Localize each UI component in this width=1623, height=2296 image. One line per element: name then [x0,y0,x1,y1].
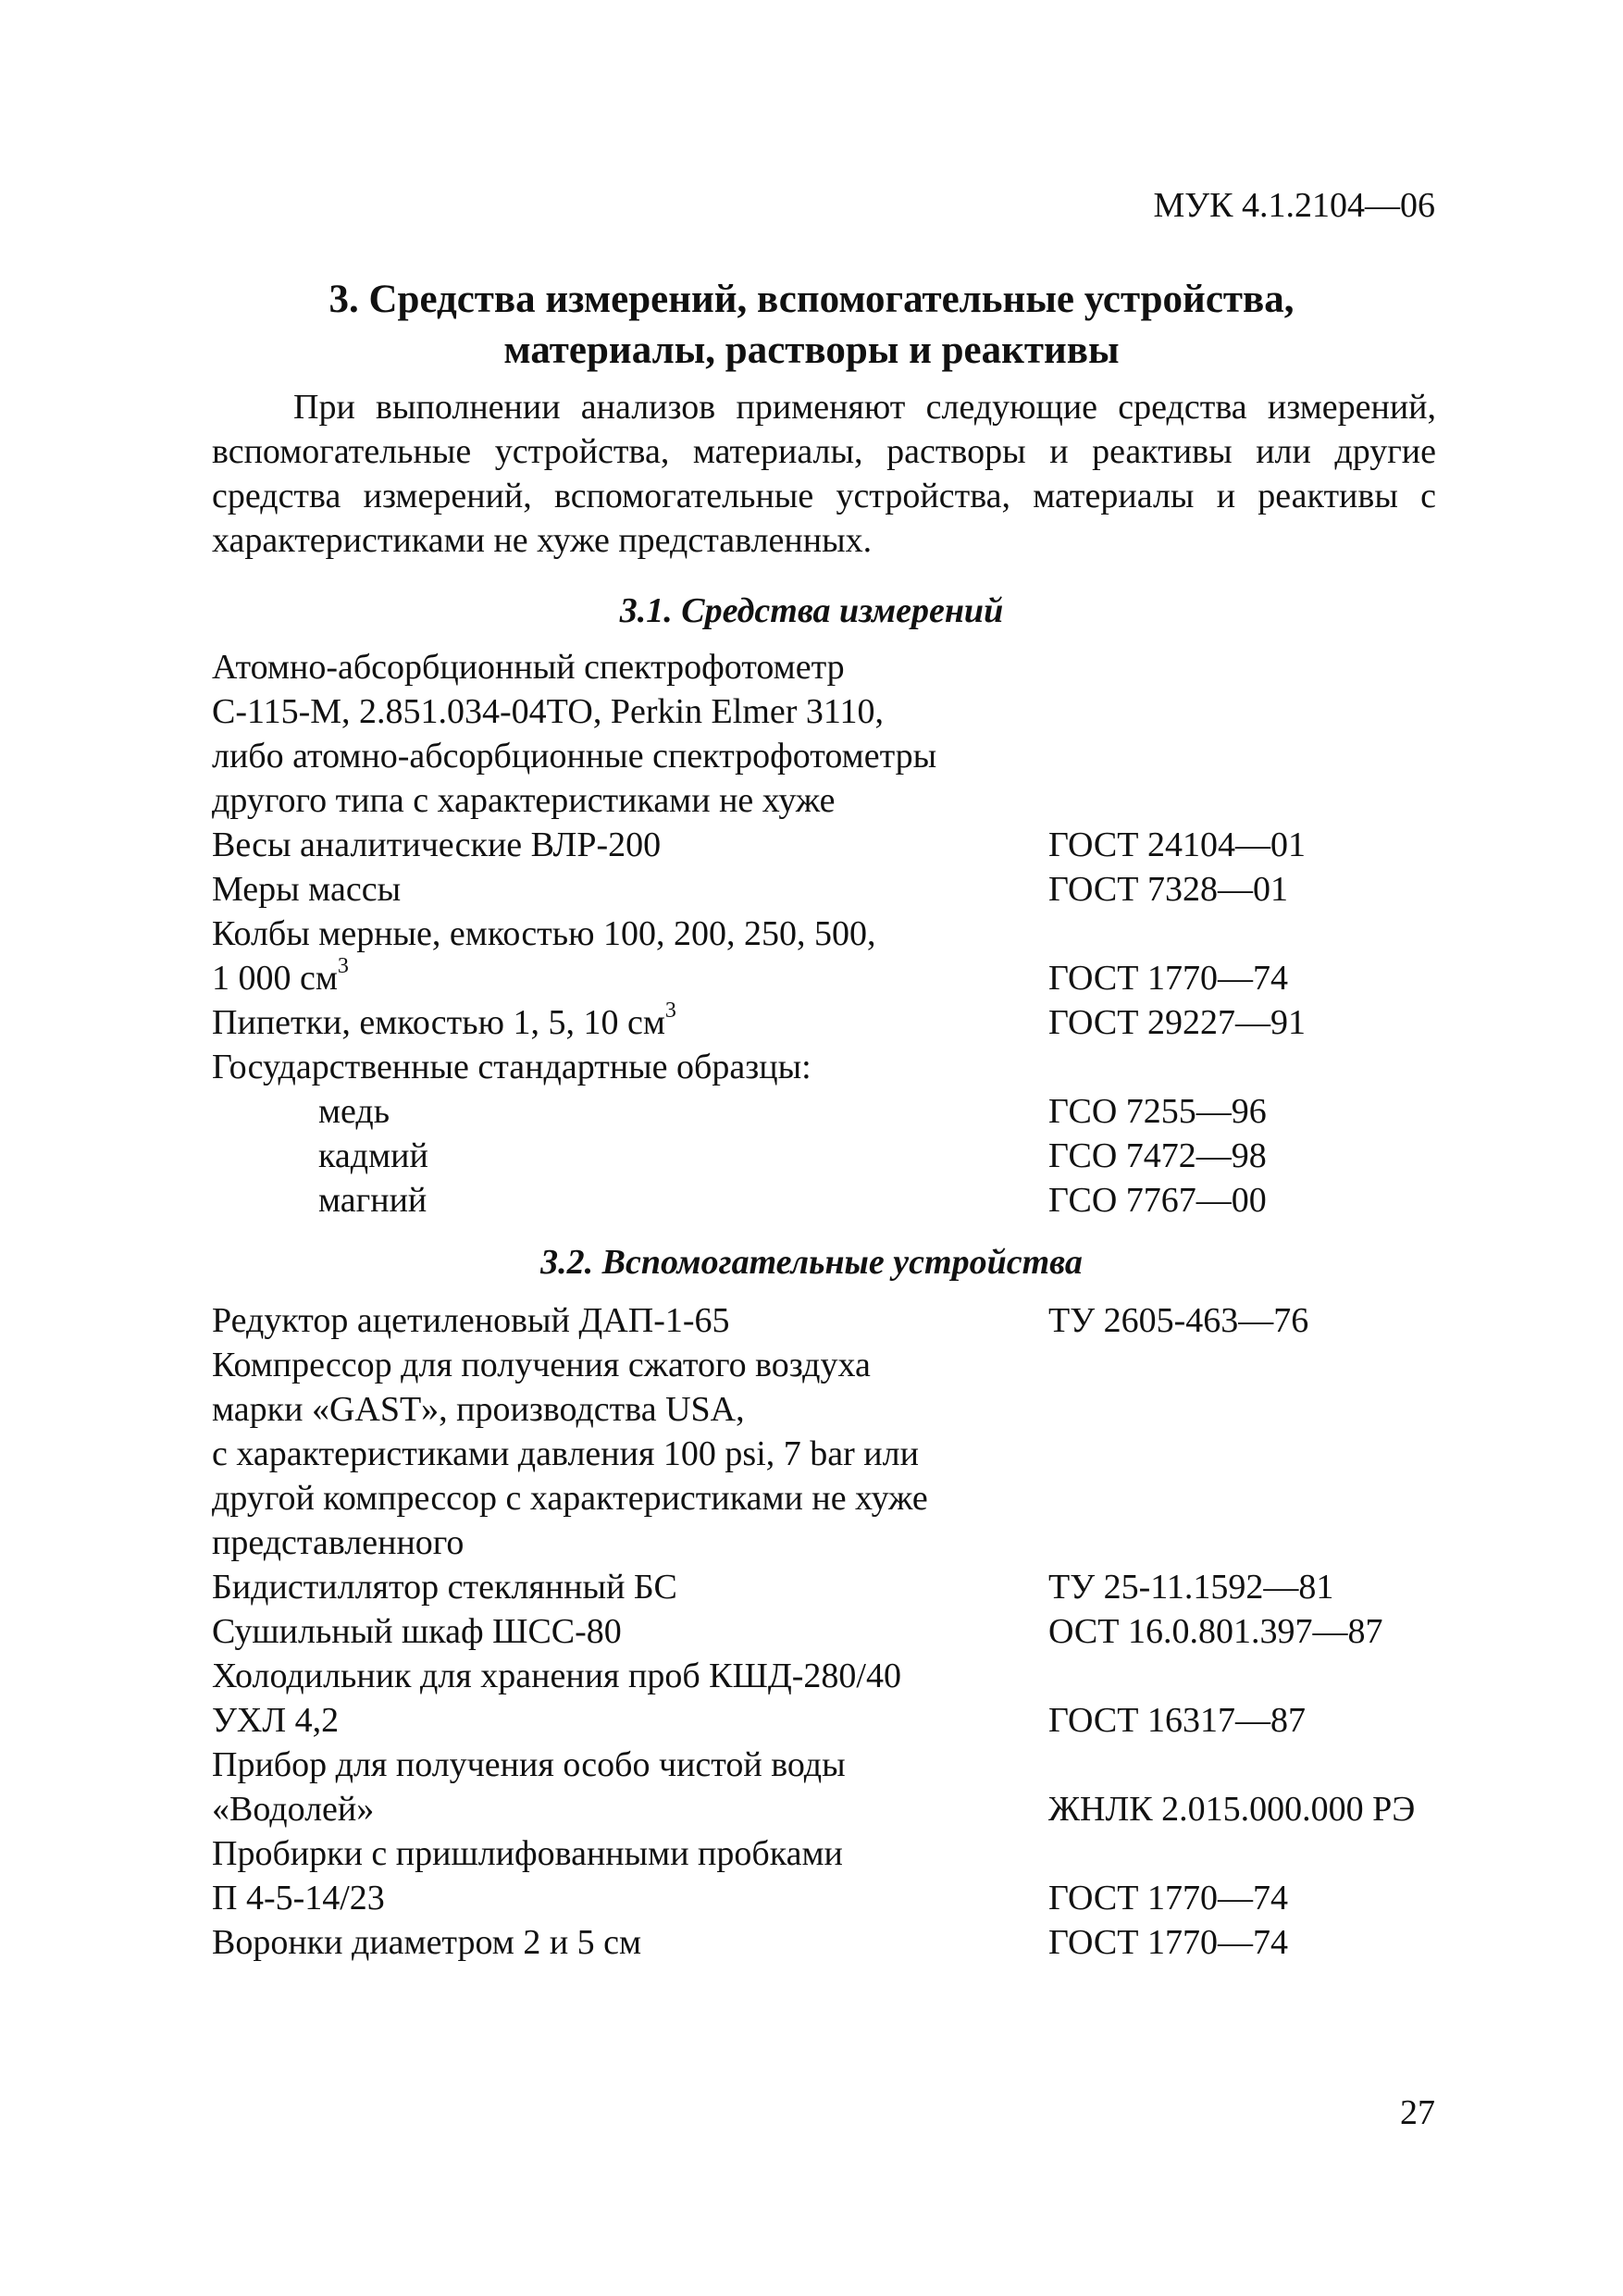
intro-paragraph [212,385,1436,563]
item-standard: ГОСТ 1770—74 [1048,1923,1288,1962]
item-name: Компрессор для получения сжатого воздуха [212,1346,871,1384]
item-standard: ГСО 7472—98 [1048,1136,1267,1175]
item-name: с характеристиками давления 100 psi, 7 bar или [212,1434,919,1473]
item-name: кадмий [318,1136,428,1175]
intro-text: При выполнении анализов применяют следующие средства измерений, вспомогательные устройства, материалы, растворы и реактивы или другие средства измерений, вспомогательные устройства, материалы и реактивы с характеристиками не хуже представленных. [212,388,1436,560]
item-name: Меры массы [212,870,402,909]
item-name: УХЛ 4,2 [212,1701,340,1740]
item-standard: ГОСТ 16317—87 [1048,1701,1306,1740]
item-name: Бидистиллятор стеклянный БС [212,1568,677,1607]
item-name: Сушильный шкаф ШСС-80 [212,1612,622,1651]
page-number: 27 [1400,2093,1435,2132]
unit-superscript: 3 [337,954,349,979]
item-name: Пипетки, емкостью 1, 5, 10 см [212,1003,665,1042]
item-name: магний [318,1181,427,1220]
item-name: Государственные стандартные образцы: [212,1048,812,1086]
section-title [0,274,1623,376]
item-name: другой компрессор с характеристиками не хуже [212,1479,928,1518]
item-name: «Водолей» [212,1790,375,1829]
item-standard: ГОСТ 1770—74 [1048,1879,1288,1917]
item-name: 1 000 см [212,959,338,998]
item-name: Холодильник для хранения проб КШД-280/40 [212,1657,901,1695]
item-name: медь [318,1092,390,1131]
item-name: либо атомно-абсорбционные спектрофотометры [212,737,937,776]
item-name: Прибор для получения особо чистой воды [212,1745,846,1784]
item-name: другого типа с характеристиками не хуже [212,781,836,820]
item-standard: ТУ 2605-463—76 [1048,1301,1309,1340]
item-name: Атомно-абсорбционный спектрофотометр [212,648,845,687]
item-name: Весы аналитические ВЛР-200 [212,825,662,864]
item-name: Редуктор ацетиленовый ДАП-1-65 [212,1301,730,1340]
item-standard: ГОСТ 24104—01 [1048,825,1306,864]
item-name-with-unit [212,956,349,1000]
section-title-line-2: материалы, растворы и реактивы [503,329,1120,372]
section-title-line-1: 3. Средства измерений, вспомогательные устройства, [328,278,1295,321]
item-standard: ТУ 25-11.1592—81 [1048,1568,1334,1607]
item-name: Колбы мерные, емкостью 100, 200, 250, 500, [212,914,876,953]
item-standard: ЖНЛК 2.015.000.000 РЭ [1048,1790,1416,1829]
item-name: С-115-М, 2.851.034-04ТО, Perkin Elmer 3110, [212,692,884,731]
item-name: Воронки диаметром 2 и 5 см [212,1923,642,1962]
item-standard: ОСТ 16.0.801.397—87 [1048,1612,1383,1651]
subsection-heading-auxiliary: 3.2. Вспомогательные устройства [540,1243,1083,1282]
unit-superscript: 3 [664,999,676,1024]
item-name: Пробирки с пришлифованными пробками [212,1834,843,1873]
item-standard: ГСО 7255—96 [1048,1092,1267,1131]
item-name: марки «GAST», производства USA, [212,1390,745,1429]
item-standard: ГОСТ 1770—74 [1048,959,1288,998]
subsection-heading-measuring: 3.1. Средства измерений [619,591,1004,630]
item-standard: ГОСТ 29227—91 [1048,1003,1306,1042]
item-name: П 4-5-14/23 [212,1879,385,1917]
item-standard: ГСО 7767—00 [1048,1181,1267,1220]
document-code: МУК 4.1.2104—06 [1153,186,1435,225]
item-name-with-unit [212,1000,676,1045]
item-name: представленного [212,1523,465,1562]
item-standard: ГОСТ 7328—01 [1048,870,1288,909]
